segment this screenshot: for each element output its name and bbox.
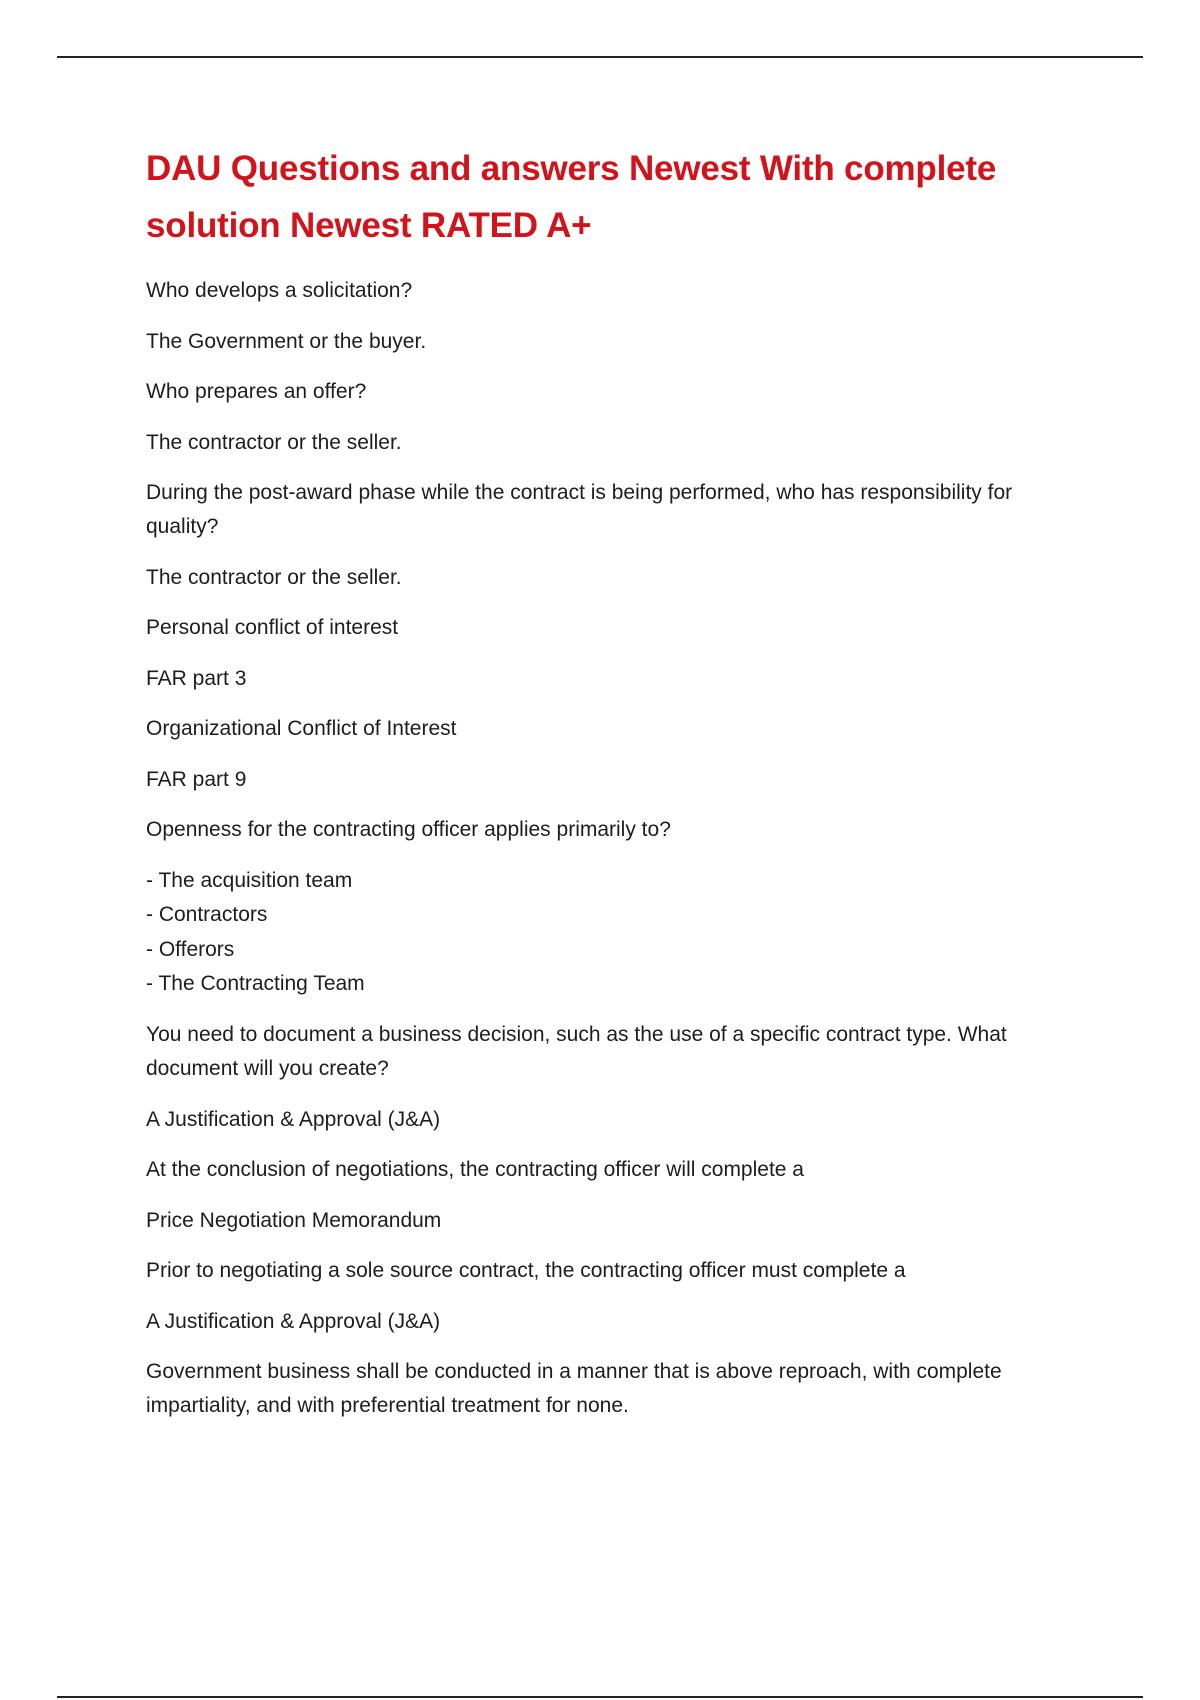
question: During the post-award phase while the contract is being performed, who has responsibility for quality? — [146, 481, 1013, 538]
question: At the conclusion of negotiations, the contracting officer will complete a — [146, 1158, 804, 1181]
question: Personal conflict of interest — [146, 616, 399, 639]
question: Organizational Conflict of Interest — [146, 717, 457, 740]
qa-section — [146, 274, 1076, 1423]
answer: A Justification & Approval (J&A) — [146, 1309, 441, 1333]
header-rule — [57, 56, 1143, 58]
question: You need to document a business decision, such as the use of a specific contract type. What document will you create? — [146, 1023, 1007, 1080]
answer: FAR part 3 — [146, 666, 247, 690]
question: Who prepares an offer? — [146, 380, 367, 403]
question: Openness for the contracting officer applies primarily to? — [146, 818, 671, 841]
list-item: - The acquisition team — [146, 868, 353, 892]
list-item: - Offerors — [146, 937, 235, 961]
answer: Price Negotiation Memorandum — [146, 1208, 442, 1232]
footer-rule — [57, 1696, 1143, 1698]
question: Government business shall be conducted in a manner that is above reproach, with complete impartiality, and with preferential treatment for none. — [146, 1360, 1002, 1417]
question: Prior to negotiating a sole source contract, the contracting officer must complete a — [146, 1259, 906, 1282]
document-title: DAU Questions and answers Newest With complete solution Newest RATED A+ — [146, 149, 997, 245]
answer: The contractor or the seller. — [146, 430, 402, 454]
list-item: - The Contracting Team — [146, 972, 365, 995]
answer-list — [146, 864, 1076, 1002]
list-item: - Contractors — [146, 903, 268, 926]
answer: FAR part 9 — [146, 767, 247, 791]
answer: The contractor or the seller. — [146, 565, 402, 589]
question: Who develops a solicitation? — [146, 279, 413, 302]
answer: The Government or the buyer. — [146, 329, 427, 353]
answer: A Justification & Approval (J&A) — [146, 1107, 441, 1131]
document-body — [146, 140, 1076, 1440]
